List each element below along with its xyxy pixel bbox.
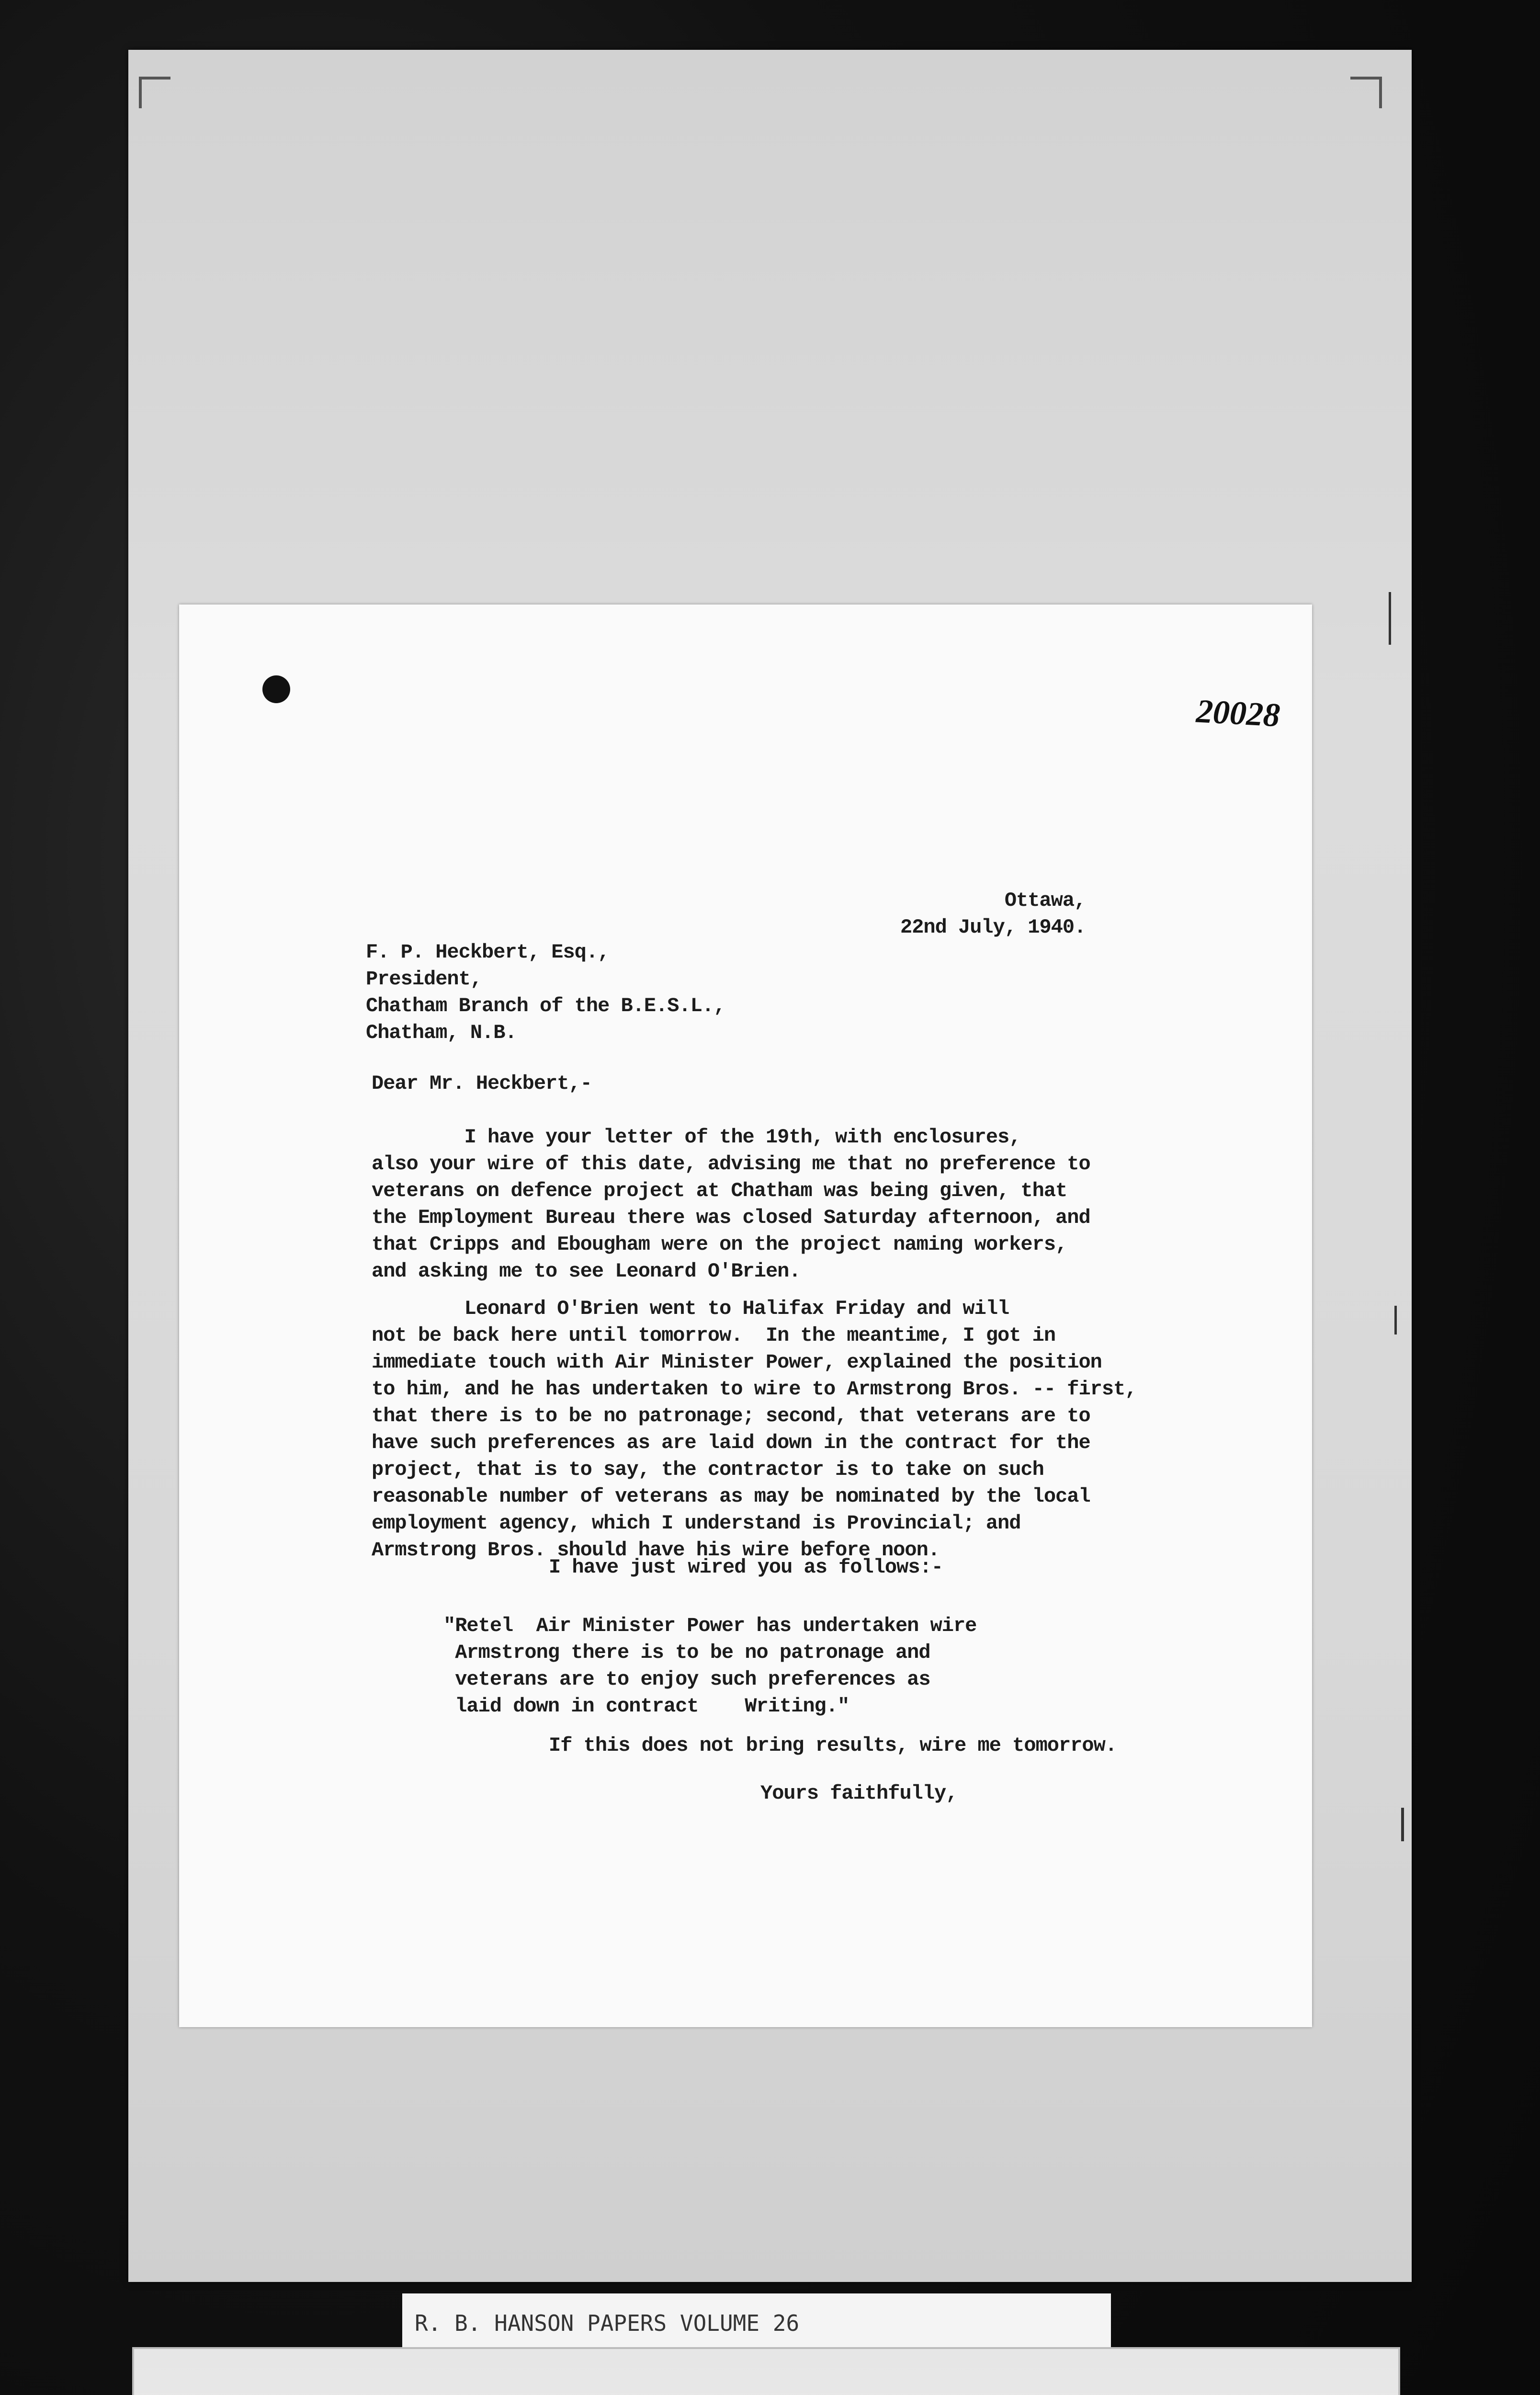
text-line: have such preferences as are laid down in the contract for the xyxy=(372,1431,1090,1454)
margin-mark xyxy=(1394,1306,1397,1334)
text-line: laid down in contract Writing." xyxy=(443,1695,849,1718)
text-line: Leonard O'Brien went to Halifax Friday and will xyxy=(372,1297,1009,1320)
text-line: the Employment Bureau there was closed Saturday afternoon, and xyxy=(372,1206,1090,1229)
paragraph-action-taken xyxy=(372,1295,1136,1563)
date-line: Ottawa, xyxy=(1004,889,1086,912)
archives-stamp-card xyxy=(132,2347,1400,2395)
date-line: 22nd July, 1940. xyxy=(900,916,1086,939)
telegram-quote xyxy=(443,1612,976,1720)
crop-mark-top-right xyxy=(1350,77,1382,108)
text-line: not be back here until tomorrow. In the meantime, I got in xyxy=(372,1324,1056,1347)
text-line: veterans on defence project at Chatham was being given, that xyxy=(372,1179,1067,1202)
text-line: also your wire of this date, advising me that no preference to xyxy=(372,1152,1090,1175)
text-line: "Retel Air Minister Power has undertaken wire xyxy=(443,1614,977,1637)
text-line: and asking me to see Leonard O'Brien. xyxy=(372,1260,801,1283)
letter-date xyxy=(900,887,1086,941)
crop-mark-top-left xyxy=(139,77,170,108)
text-line: Armstrong Bros. should have his wire before noon. xyxy=(372,1539,940,1562)
text-line: that there is to be no patronage; second, that veterans are to xyxy=(372,1404,1090,1427)
text-line: that Cripps and Ebougham were on the project naming workers, xyxy=(372,1233,1067,1256)
closing: Yours faithfully, xyxy=(760,1782,958,1805)
text-line: employment agency, which I understand is Provincial; and xyxy=(372,1512,1021,1535)
margin-mark xyxy=(1389,592,1391,645)
paragraph-results: If this does not bring results, wire me tomorrow. xyxy=(549,1734,1117,1757)
volume-label: R. B. HANSON PAPERS VOLUME 26 xyxy=(415,2310,800,2336)
page-number: 20028 xyxy=(1195,693,1281,734)
text-line: Armstrong there is to be no patronage and xyxy=(443,1641,930,1664)
text-line: immediate touch with Air Minister Power, explained the position xyxy=(372,1351,1102,1374)
text-line: project, that is to say, the contractor is to take on such xyxy=(372,1458,1044,1481)
address-line: F. P. Heckbert, Esq., xyxy=(366,941,610,964)
punch-hole xyxy=(262,675,290,703)
paragraph-letter-received xyxy=(372,1124,1090,1285)
address-line: President, xyxy=(366,968,482,991)
margin-mark xyxy=(1401,1808,1404,1841)
paragraph-wired: I have just wired you as follows:- xyxy=(549,1556,943,1579)
text-line: I have your letter of the 19th, with enclosures, xyxy=(372,1126,1021,1149)
recipient-address xyxy=(366,939,725,1046)
address-line: Chatham, N.B. xyxy=(366,1021,517,1044)
salutation: Dear Mr. Heckbert,- xyxy=(372,1072,592,1095)
text-line: to him, and he has undertaken to wire to Armstrong Bros. -- first, xyxy=(372,1378,1137,1401)
address-line: Chatham Branch of the B.E.S.L., xyxy=(366,994,725,1017)
text-line: veterans are to enjoy such preferences as xyxy=(443,1668,930,1691)
text-line: reasonable number of veterans as may be nominated by the local xyxy=(372,1485,1090,1508)
